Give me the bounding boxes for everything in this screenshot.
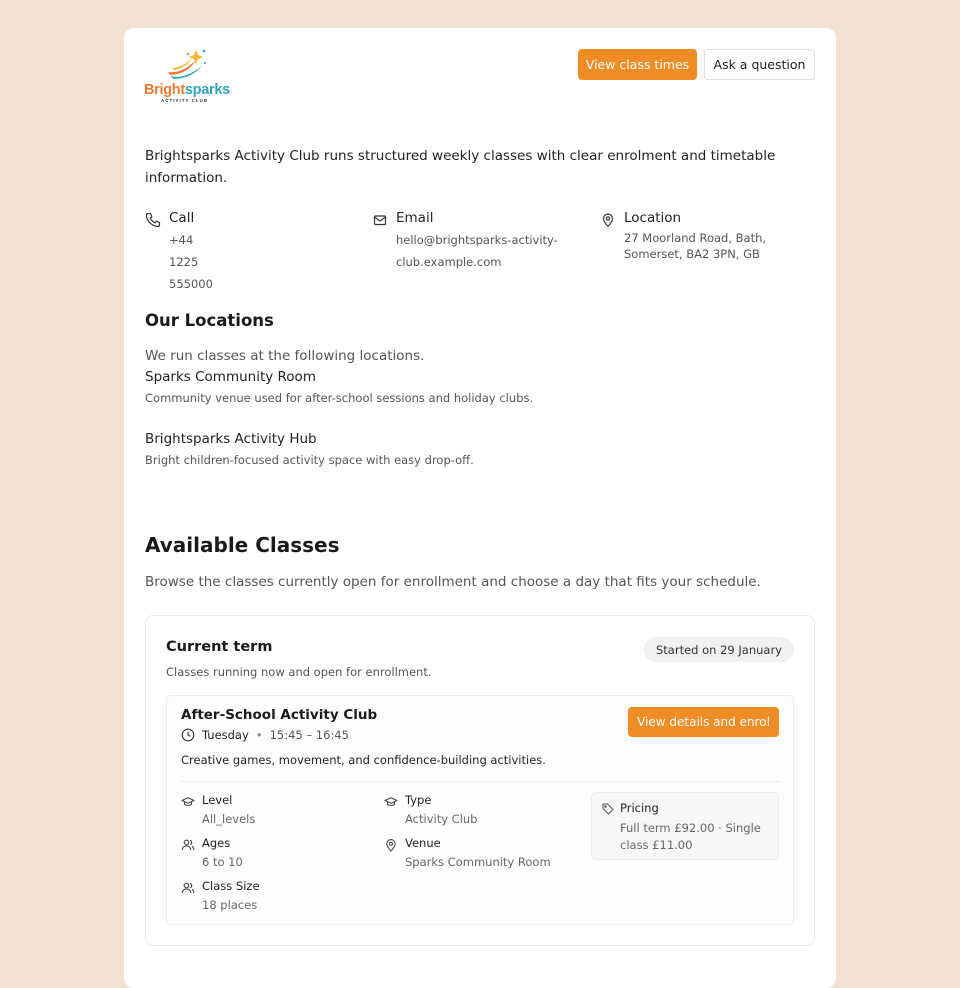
type-label: Type <box>405 793 432 807</box>
type-value: Activity Club <box>405 812 478 826</box>
pricing-label: Pricing <box>620 801 659 815</box>
ages-value: 6 to 10 <box>202 855 243 869</box>
current-term-section <box>145 615 815 946</box>
venue-label: Venue <box>405 836 441 850</box>
mail-icon <box>372 212 388 228</box>
pricing-box <box>591 792 779 860</box>
brand-name: Brightsparks <box>144 82 230 98</box>
phone-icon <box>145 212 161 228</box>
clock-icon <box>181 728 195 742</box>
term-subtitle: Classes running now and open for enrollment. <box>166 665 432 679</box>
intro-text: Brightsparks Activity Club runs structured weekly classes with clear enrolment and timetable information. <box>145 148 776 186</box>
users-icon <box>181 881 195 895</box>
view-details-enrol-button[interactable]: View details and enrol <box>628 707 779 737</box>
divider <box>181 781 781 782</box>
brand-tagline: ACTIVITY CLUB <box>161 98 209 103</box>
our-locations-heading: Our Locations <box>145 311 274 330</box>
term-start-badge: Started on 29 January <box>644 637 794 662</box>
class-hours: 15:45 – 16:45 <box>269 728 349 742</box>
email-value[interactable]: hello@brightsparks-activity-club.example.com <box>396 233 558 269</box>
ages-label: Ages <box>202 836 231 850</box>
location-name: Sparks Community Room <box>145 369 316 385</box>
location-name: Brightsparks Activity Hub <box>145 431 317 447</box>
separator: • <box>255 728 263 742</box>
ask-question-button[interactable]: Ask a question <box>704 49 815 80</box>
users-icon <box>181 838 195 852</box>
location-value: 27 Moorland Road, Bath, Somerset, BA2 3PN, GB <box>624 231 767 261</box>
class-size-label: Class Size <box>202 879 260 893</box>
sparkle-swoosh-icon <box>144 48 230 82</box>
brand-logo[interactable] <box>144 48 230 108</box>
locations-intro: We run classes at the following locations. <box>145 348 425 364</box>
class-schedule <box>181 728 349 742</box>
location-description: Community venue used for after-school sessions and holiday clubs. <box>145 391 534 405</box>
map-pin-icon <box>600 212 616 228</box>
call-label: Call <box>169 210 195 226</box>
location-label: Location <box>624 210 682 226</box>
location-item <box>145 369 533 405</box>
class-description: Creative games, movement, and confidence-building activities. <box>181 753 546 767</box>
graduation-cap-icon <box>181 795 195 809</box>
map-pin-icon <box>384 838 398 852</box>
class-size-value: 18 places <box>202 898 258 912</box>
graduation-cap-icon <box>384 795 398 809</box>
class-title: After-School Activity Club <box>181 707 378 723</box>
classes-intro: Browse the classes currently open for enrollment and choose a day that fits your schedule. <box>145 574 761 590</box>
class-day: Tuesday <box>202 728 249 742</box>
available-classes-heading: Available Classes <box>145 533 340 557</box>
venue-value: Sparks Community Room <box>405 855 551 869</box>
view-class-times-button[interactable]: View class times <box>578 49 697 80</box>
pricing-value: Full term £92.00 · Single class £11.00 <box>620 821 761 852</box>
term-title: Current term <box>166 639 273 655</box>
location-description: Bright children-focused activity space with easy drop-off. <box>145 453 474 467</box>
level-value: All_levels <box>202 812 256 826</box>
location-item <box>145 431 474 467</box>
call-value[interactable]: +44 1225 555000 <box>169 233 213 291</box>
class-card <box>166 695 794 925</box>
tag-icon <box>602 803 614 815</box>
level-label: Level <box>202 793 233 807</box>
main-card <box>124 28 836 988</box>
email-label: Email <box>396 210 434 226</box>
